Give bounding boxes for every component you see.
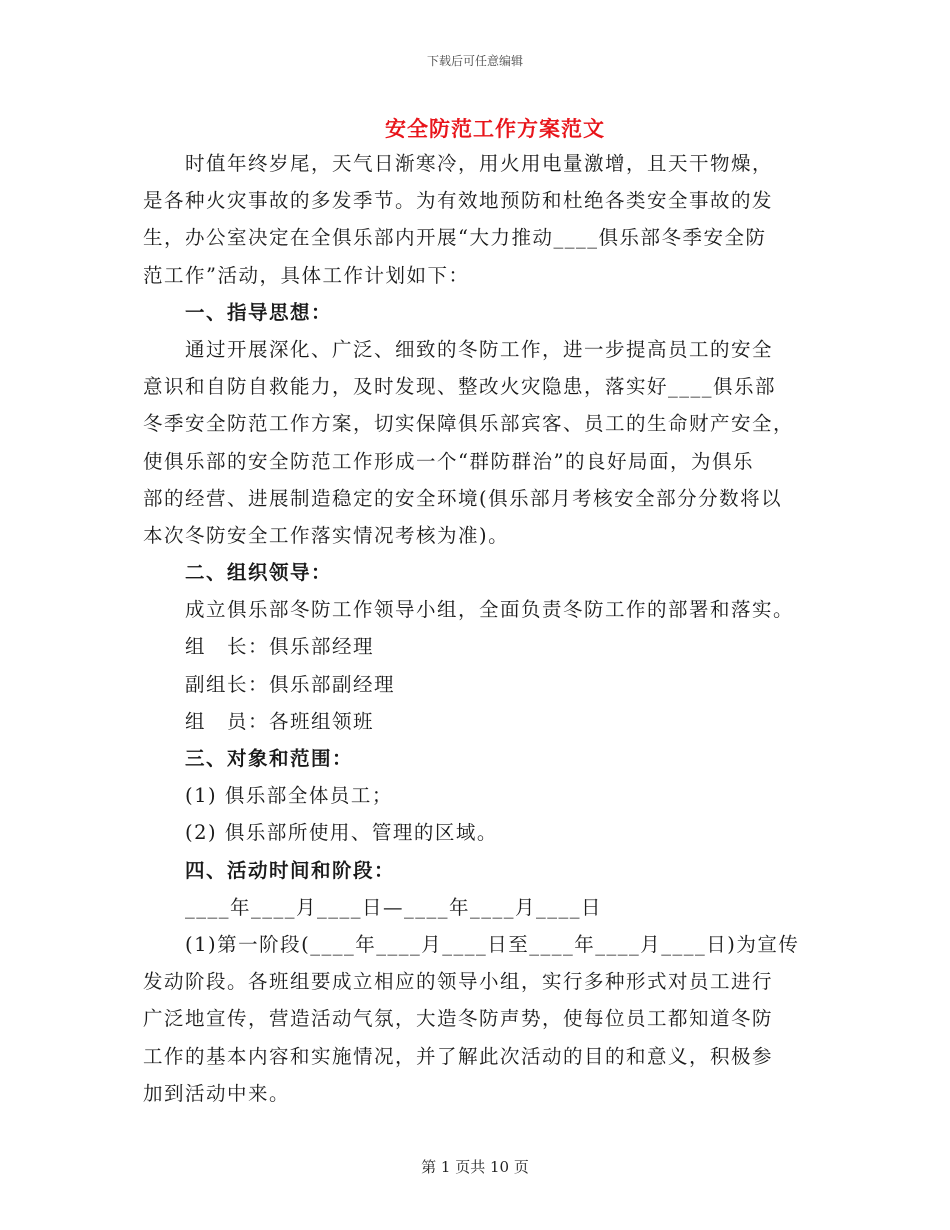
- paragraph-line: (1)第一阶段(____年____月____日至____年____月____日)为宣传: [185, 932, 800, 956]
- section-heading: 一、指导思想：: [185, 300, 333, 324]
- document-body: [143, 145, 811, 1112]
- paragraph-line: 意识和自防自救能力，及时发现、整改火灾隐患，落实好____俱乐部: [143, 375, 777, 399]
- list-item: 副组长：俱乐部副经理: [185, 672, 396, 696]
- section-heading: 二、组织领导：: [185, 561, 333, 585]
- paragraph-line: 范工作”活动，具体工作计划如下：: [143, 263, 470, 287]
- list-item: 组 员：各班组领班: [185, 709, 375, 733]
- paragraph-line: 冬季安全防范工作方案，切实保障俱乐部宾客、员工的生命财产安全，: [143, 412, 795, 436]
- paragraph-line: 成立俱乐部冬防工作领导小组，全面负责冬防工作的部署和落实。: [185, 598, 795, 622]
- paragraph-line: 工作的基本内容和实施情况，并了解此次活动的目的和意义，积极参: [143, 1044, 774, 1068]
- page-number: 第 1 页共 10 页: [421, 1158, 529, 1176]
- page-header-note: 下载后可任意编辑: [426, 54, 523, 68]
- paragraph-line: 广泛地宣传，营造活动气氛，大造冬防声势，使每位员工都知道冬防: [143, 1007, 774, 1031]
- paragraph-line: 加到活动中来。: [143, 1081, 291, 1105]
- date-range-line: ____年____月____日—____年____月____日: [185, 895, 603, 919]
- paragraph-line: 使俱乐部的安全防范工作形成一个“群防群治”的良好局面，为俱乐: [143, 449, 754, 473]
- section-heading: 三、对象和范围：: [185, 747, 354, 770]
- list-item: (1) 俱乐部全体员工；: [185, 784, 393, 808]
- section-heading: 四、活动时间和阶段：: [185, 858, 396, 882]
- list-item: 组 长：俱乐部经理: [185, 635, 375, 659]
- paragraph-line: 通过开展深化、广泛、细致的冬防工作，进一步提高员工的安全: [185, 337, 774, 361]
- paragraph-line: 部的经营、进展制造稳定的安全环境(俱乐部月考核安全部分分数将以: [143, 486, 783, 510]
- paragraph-line: 是各种火灾事故的多发季节。为有效地预防和杜绝各类安全事故的发: [143, 189, 774, 213]
- paragraph-line: 发动阶段。各班组要成立相应的领导小组，实行多种形式对员工进行: [143, 970, 774, 994]
- paragraph-line: 时值年终岁尾，天气日渐寒冷，用火用电量激增，且天干物燥，: [185, 152, 774, 175]
- list-item: (2) 俱乐部所使用、管理的区域。: [185, 821, 498, 845]
- document-title: 安全防范工作方案范文: [385, 116, 605, 141]
- paragraph-line: 本次冬防安全工作落实情况考核为准)。: [143, 523, 510, 547]
- paragraph-line: 生，办公室决定在全俱乐部内开展“大力推动____俱乐部冬季安全防: [143, 226, 767, 250]
